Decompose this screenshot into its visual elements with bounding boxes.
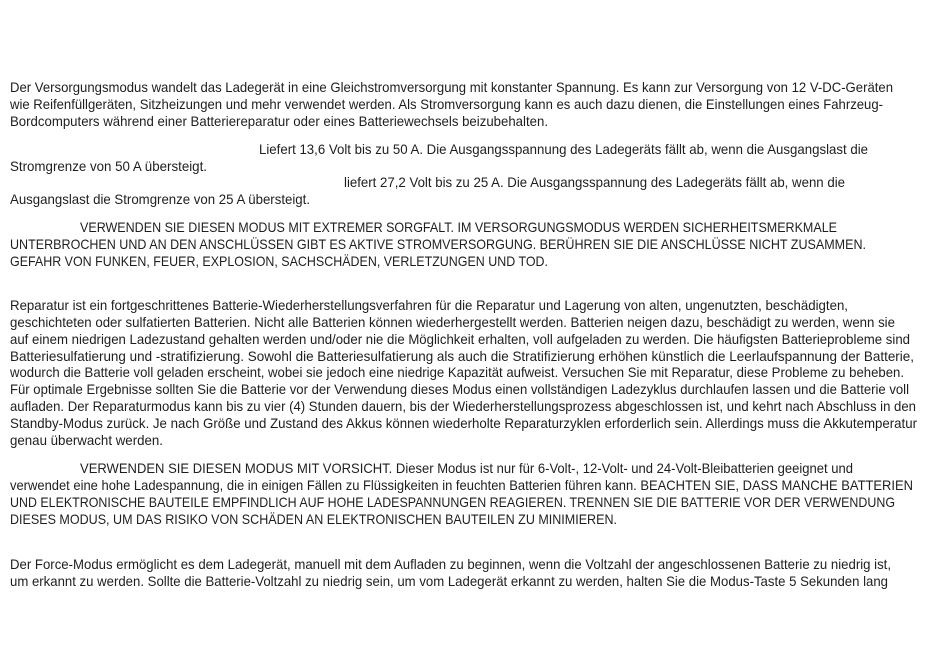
reparatur-intro-line: Standby-Modus zurück. Je nach Größe und Zustand des Akkus können wiederholte Reparaturzyklen erforderlich sein. Allerdings muss die Akkutemperatur [10,415,917,431]
versorgung-12v-line: Stromgrenze von 50 A übersteigt. [10,158,207,174]
versorgung-intro-line: Der Versorgungsmodus wandelt das Ladegerät in eine Gleichstromversorgung mit konstanter Spannung. Es kann zur Versorgung von 12 V-DC-Geräten [10,79,893,95]
reparatur-warning-line: DIESES MODUS, UM DAS RISIKO VON SCHÄDEN AN ELEKTRONISCHEN BAUTEILEN ZU MINIMIEREN. [10,511,617,527]
reparatur-warning-line: verwendet eine hohe Ladespannung, die in einigen Fällen zu Flüssigkeiten in feuchten Batterien führen kann. BEACHTEN SIE, DASS MANCHE BATTERIEN [10,477,913,493]
versorgung-12v-line: Liefert 13,6 Volt bis zu 50 A. Die Ausgangsspannung des Ladegeräts fällt ab, wenn die Ausgangslast die [259,141,868,157]
reparatur-intro-line: auf einem niedrigen Ladezustand gehalten werden und/oder nie die Möglichkeit erhalten, voll aufgeladen zu werden. Die häufigsten Batterieprobleme sind [10,331,910,347]
reparatur-intro-line: Batteriesulfatierung und -stratifizierung. Sowohl die Batteriesulfatierung als auch die Stratifizierung erhöhen künstlich die Leerlaufspannung der Batterie, [10,348,914,364]
reparatur-intro-line: Für optimale Ergebnisse sollten Sie die Batterie vor der Verwendung dieses Modus einen vollständigen Ladezyklus durchlaufen lassen und die Batterie voll [10,381,909,397]
reparatur-warning-line: UND ELEKTRONISCHE BAUTEILE EMPFINDLICH AUF HOHE LADESPANNUNGEN REAGIEREN. TRENNEN SIE DIE BATTERIE VOR DER VERWENDUNG [10,494,895,510]
versorgung-warning-line: GEFAHR VON FUNKEN, FEUER, EXPLOSION, SACHSCHÄDEN, VERLETZUNGEN UND TOD. [10,253,548,269]
reparatur-intro-line: wodurch die Batterie voll geladen erscheint, wobei sie jedoch eine niedrige Kapazität aufweist. Versuchen Sie mit Reparatur, diese Probleme zu beheben. [10,364,904,380]
versorgung-24v-line: Ausgangslast die Stromgrenze von 25 A übersteigt. [10,191,310,207]
versorgung-warning-line: VERWENDEN SIE DIESEN MODUS MIT EXTREMER SORGFALT. IM VERSORGUNGSMODUS WERDEN SICHERHEITSMERKMALE [80,219,837,235]
versorgung-24v-line: liefert 27,2 Volt bis zu 25 A. Die Ausgangsspannung des Ladegeräts fällt ab, wenn die [344,174,845,190]
versorgung-warning-line: UNTERBROCHEN UND AN DEN ANSCHLÜSSEN GIBT ES AKTIVE STROMVERSORGUNG. BERÜHREN SIE DIE ANSCHLÜSSE NICHT ZUSAMMEN. [10,236,866,252]
force-intro-line: um erkannt zu werden. Sollte die Batterie-Voltzahl zu niedrig sein, um vom Ladegerät erkannt zu werden, halten Sie die Modus-Taste 5 Sekunden lang [10,573,888,589]
reparatur-intro-line: genau überwacht werden. [10,432,163,448]
versorgung-intro-line: Bordcomputers während einer Batteriereparatur oder eines Batteriewechsels beizubehalten. [10,113,548,129]
reparatur-intro-line: aufladen. Der Reparaturmodus kann bis zu vier (4) Stunden dauern, bis der Wiederherstellungsprozess abgeschlossen ist, und kehrt nach Abschluss in den [10,398,916,414]
force-intro-line: Der Force-Modus ermöglicht es dem Ladegerät, manuell mit dem Aufladen zu beginnen, wenn die Voltzahl der angeschlossenen Batterie zu niedrig ist, [10,556,891,572]
versorgung-intro-line: wie Reifenfüllgeräten, Sitzheizungen und mehr verwendet werden. Als Stromversorgung kann es auch dazu dienen, die Einstellungen eines Fahrzeug- [10,96,883,112]
reparatur-warning-line: VERWENDEN SIE DIESEN MODUS MIT VORSICHT. Dieser Modus ist nur für 6-Volt-, 12-Volt- und 24-Volt-Bleibatterien geeignet und [80,460,853,476]
reparatur-intro-line: Reparatur ist ein fortgeschrittenes Batterie-Wiederherstellungsverfahren für die Reparatur und Lagerung von alten, ungenutzten, beschädigten, [10,297,848,313]
reparatur-intro-line: geschichteten oder sulfatierten Batterien. Nicht alle Batterien können wiederhergestellt werden. Batterien neigen dazu, beschädigt zu werden, wenn sie [10,314,895,330]
